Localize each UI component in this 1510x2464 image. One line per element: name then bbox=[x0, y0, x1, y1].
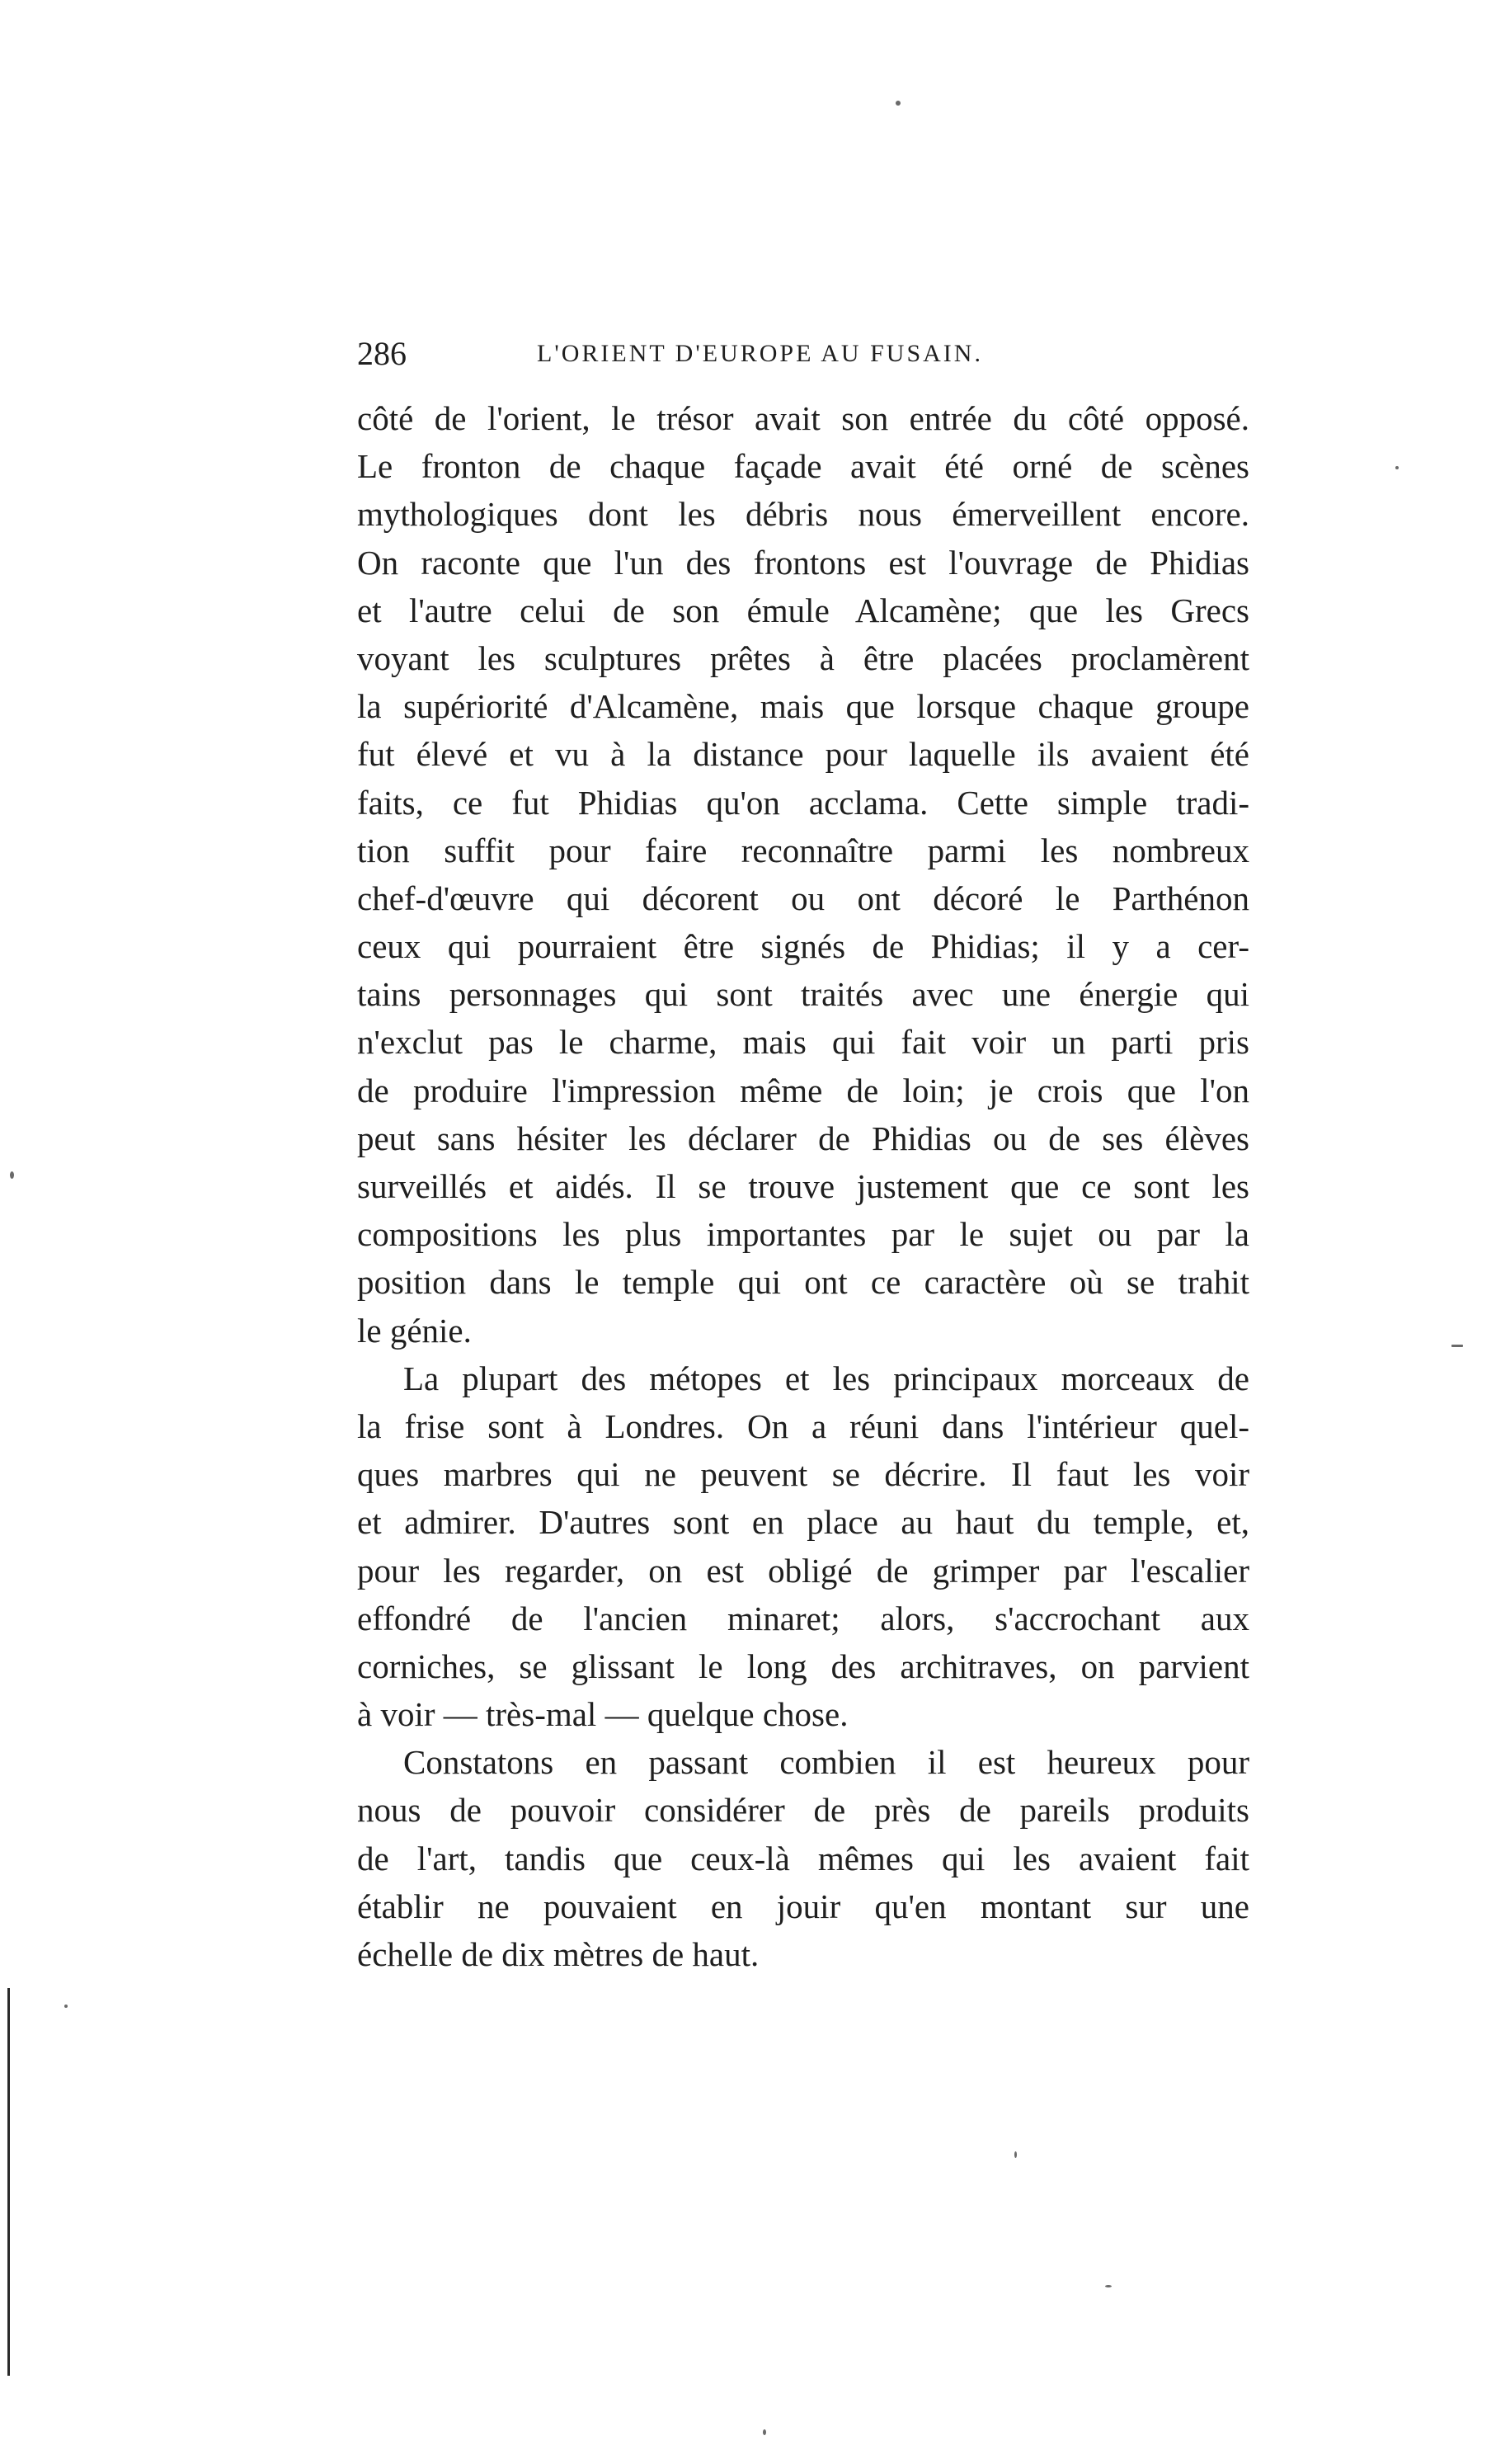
text-line: ques marbres qui ne peuvent se décrire. Il faut les voir bbox=[357, 1455, 1249, 1494]
scan-speck bbox=[10, 1171, 14, 1179]
text-line: compositions les plus importantes par le sujet ou par la bbox=[357, 1215, 1249, 1254]
text-line: côté de l'orient, le trésor avait son entrée du côté opposé. bbox=[357, 399, 1249, 437]
text-line: Le fronton de chaque façade avait été orné de scènes bbox=[357, 447, 1249, 486]
text-line: tains personnages qui sont traités avec une énergie qui bbox=[357, 975, 1249, 1014]
text-line: tion suffit pour faire reconnaître parmi les nombreux bbox=[357, 831, 1249, 869]
running-head: L'ORIENT D'EUROPE AU FUSAIN. bbox=[537, 340, 983, 367]
scan-speck bbox=[763, 2429, 766, 2435]
text-line: mythologiques dont les débris nous émerveillent encore. bbox=[357, 495, 1249, 534]
text-line: et l'autre celui de son émule Alcamène; que les Grecs bbox=[357, 591, 1249, 629]
scan-speck bbox=[1105, 2285, 1112, 2287]
body-text bbox=[357, 394, 1249, 1978]
scan-speck bbox=[1451, 1345, 1463, 1347]
text-line: On raconte que l'un des frontons est l'ouvrage de Phidias bbox=[357, 543, 1249, 582]
scan-speck bbox=[1395, 466, 1399, 469]
scan-speck bbox=[1014, 2151, 1017, 2158]
text-line: corniches, se glissant le long des architraves, on parvient bbox=[357, 1647, 1249, 1685]
page-header bbox=[357, 334, 1289, 384]
paragraph-start-line: Constatons en passant combien il est heureux pour bbox=[403, 1743, 1249, 1782]
text-line: et admirer. D'autres sont en place au haut du temple, et, bbox=[357, 1503, 1249, 1542]
text-line: ceux qui pourraient être signés de Phidias; il y a cer- bbox=[357, 927, 1249, 966]
text-line: n'exclut pas le charme, mais qui fait voir un parti pris bbox=[357, 1023, 1249, 1062]
text-line: établir ne pouvaient en jouir qu'en montant sur une bbox=[357, 1887, 1249, 1925]
text-line: peut sans hésiter les déclarer de Phidias ou de ses élèves bbox=[357, 1119, 1249, 1157]
text-line: position dans le temple qui ont ce caractère où se trahit bbox=[357, 1263, 1249, 1302]
paragraph-end-line: échelle de dix mètres de haut. bbox=[357, 1935, 760, 1973]
text-line: effondré de l'ancien minaret; alors, s'accrochant aux bbox=[357, 1599, 1249, 1637]
text-line: la supériorité d'Alcamène, mais que lorsque chaque groupe bbox=[357, 687, 1249, 726]
paragraph-end-line: le génie. bbox=[357, 1311, 472, 1350]
text-line: chef-d'œuvre qui décorent ou ont décoré le Parthénon bbox=[357, 879, 1249, 917]
page-number: 286 bbox=[357, 335, 407, 372]
text-line: surveillés et aidés. Il se trouve justement que ce sont les bbox=[357, 1167, 1249, 1205]
scan-speck bbox=[896, 101, 901, 106]
text-line: voyant les sculptures prêtes à être placées proclamèrent bbox=[357, 638, 1249, 677]
text-line: la frise sont à Londres. On a réuni dans l'intérieur quel- bbox=[357, 1406, 1249, 1445]
paragraph-end-line: à voir — très-mal — quelque chose. bbox=[357, 1695, 849, 1734]
text-line: pour les regarder, on est obligé de grimper par l'escalier bbox=[357, 1551, 1249, 1590]
text-line: nous de pouvoir considérer de près de pareils produits bbox=[357, 1791, 1249, 1830]
text-line: fut élevé et vu à la distance pour laquelle ils avaient été bbox=[357, 735, 1249, 774]
text-line: de produire l'impression même de loin; je crois que l'on bbox=[357, 1071, 1249, 1110]
scan-speck bbox=[64, 2005, 68, 2008]
paragraph-start-line: La plupart des métopes et les principaux morceaux de bbox=[403, 1359, 1249, 1397]
scan-edge-line bbox=[7, 1988, 10, 2376]
text-line: faits, ce fut Phidias qu'on acclama. Cette simple tradi- bbox=[357, 783, 1249, 822]
text-line: de l'art, tandis que ceux-là mêmes qui les avaient fait bbox=[357, 1839, 1249, 1877]
